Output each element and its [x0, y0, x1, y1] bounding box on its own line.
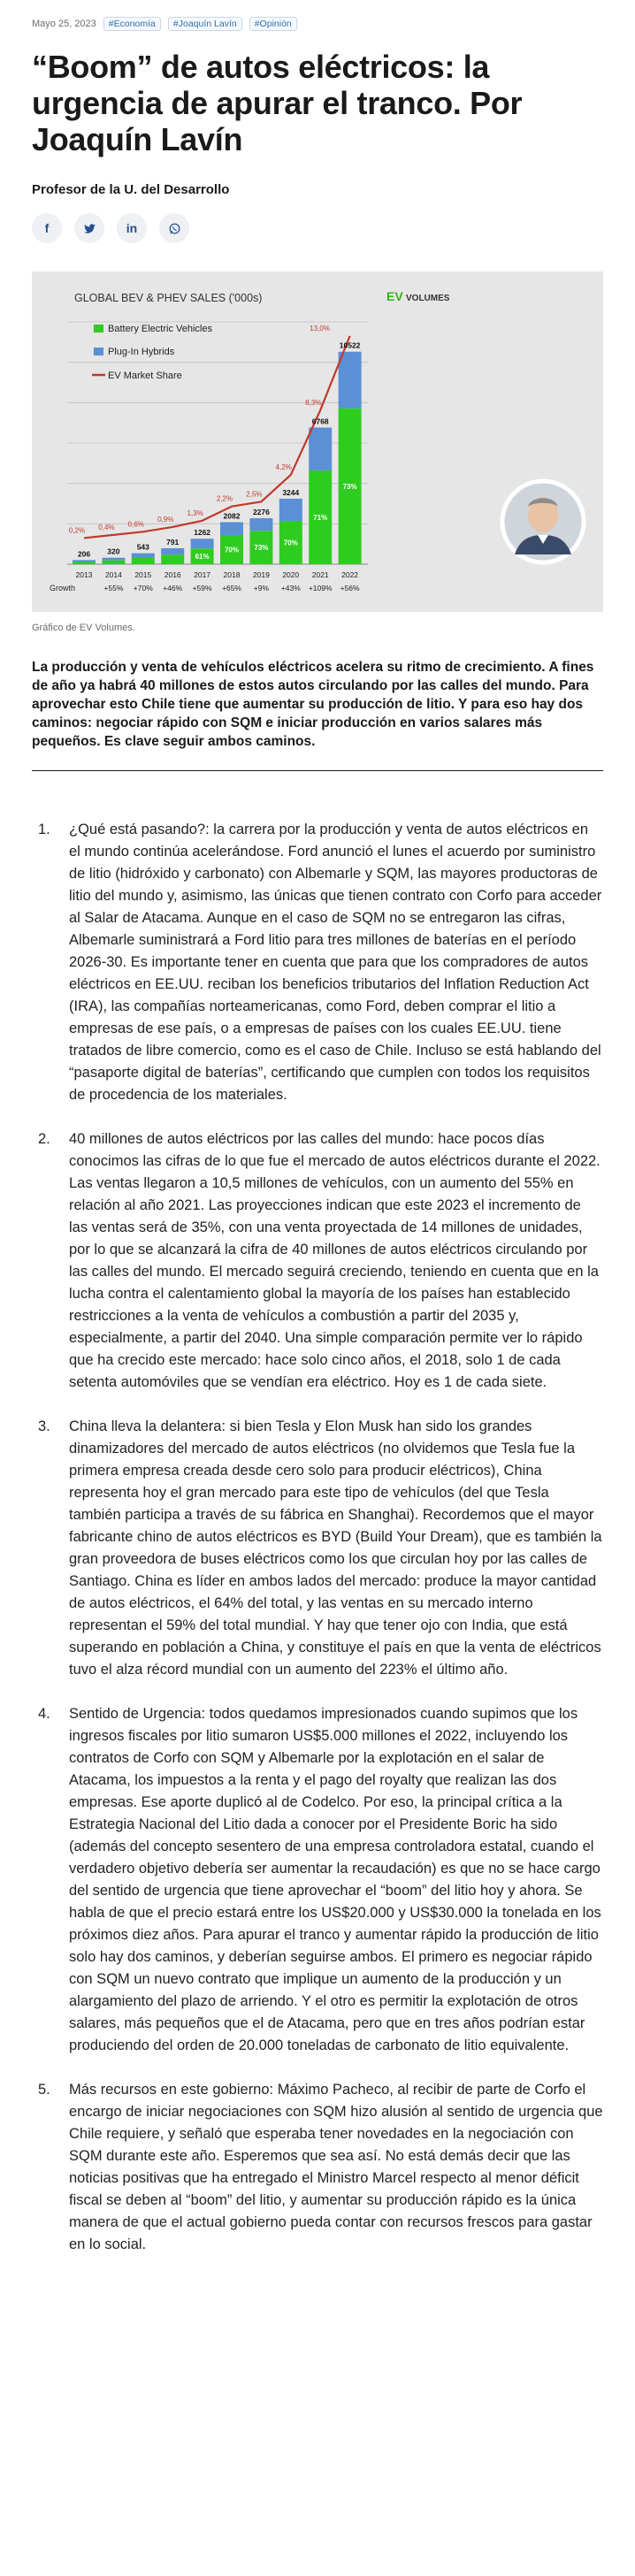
list-item: [32, 819, 603, 1106]
market-share-label: 8,3%: [305, 398, 322, 407]
bar-bev: [132, 557, 155, 564]
x-tick-label: 2018: [223, 570, 241, 579]
x-tick-label: 2019: [252, 570, 270, 579]
growth-label: +109%: [308, 584, 333, 592]
bar-total-label: 1262: [194, 528, 211, 538]
market-share-label: 0,2%: [68, 526, 86, 535]
figure-caption: Gráfico de EV Volumes.: [32, 623, 135, 633]
market-share-label: 0,9%: [157, 515, 174, 524]
chart-title: GLOBAL BEV & PHEV SALES ('000s): [74, 292, 263, 304]
x-tick-label: 2013: [75, 570, 93, 579]
market-share-label: 4,2%: [275, 463, 292, 471]
publish-date: Mayo 25, 2023: [32, 19, 96, 29]
list-item: [32, 2079, 603, 2256]
article-title: “Boom” de autos eléctricos: la urgencia de apurar el tranco. Por Joaquín Lavín: [32, 49, 523, 157]
article-lead: La producción y venta de vehículos eléctricos acelera su ritmo de crecimiento. A fines de año ya habrá 40 millones de estos autos circulando por las calles del mundo. Para aprovechar esto Chile tiene que aumentar su producción de litio. Y para eso hay dos caminos: negociar rápido con SQM e iniciar producción en varios salares más pequeños. Es clave seguir ambos caminos.: [32, 660, 594, 749]
growth-label: +56%: [340, 584, 360, 592]
list-item: [32, 1128, 603, 1394]
legend-label-phev: Plug-In Hybrids: [108, 347, 175, 357]
tag-joaquin-lavin[interactable]: #Joaquín Lavín: [168, 17, 242, 31]
list-item: [32, 1416, 603, 1681]
whatsapp-share-button[interactable]: [159, 213, 189, 243]
bar-bev: [161, 554, 184, 564]
bar-bev: [73, 562, 96, 564]
bar-phev: [161, 548, 184, 554]
bev-share-label: 73%: [342, 482, 357, 491]
growth-row-label: Growth: [50, 584, 76, 592]
article-body: [32, 819, 603, 2256]
share-bar: [32, 213, 603, 243]
market-share-label: 13,0%: [310, 324, 330, 333]
item-text: 40 millones de autos eléctricos por las calles del mundo: hace pocos días conocimos las cifras de lo que fue el mercado de autos eléctricos durante el 2022. Las ventas llegaron a 10,5 millones de vehículos, con un aumento del 55% en relación al año 2021. Las proyecciones indican que este 2023 el incremento de las ventas será de 35%, con una venta proyectada de 14 millones de unidades, por lo que se alcanzará la cifra de 40 millones de autos eléctricos circulando por las calles del mundo. El mercado seguirá creciendo, teniendo en cuenta que en la lucha contra el calentamiento global la mayoría de los países han establecido restricciones a la venta de vehículos a combustión a partir del 2035 y, especialmente, a partir del 2040. Una simple comparación permite ver lo rápido que ha crecido este mercado: hace solo cinco años, el 2018, solo 1 de cada setenta automóviles que se vendían era eléctrico. Hoy es 1 de cada siete.: [69, 1131, 601, 1390]
item-number: 3.: [38, 1418, 50, 1434]
whatsapp-icon: [168, 222, 181, 235]
author-photo: [502, 481, 584, 562]
item-text: Sentido de Urgencia: todos quedamos impresionados cuando supimos que los ingresos fiscales por litio sumaron US$5.000 millones el 2022, incluyendo los contratos de Corfo con SQM y Albemarle por la explotación en el salar de Atacama, los impuestos a la renta y el pago del royalty que realizan las dos empresas. Ese aporte duplicó al de Codelco. Por eso, la principal crítica a la Estrategia Nacional del Litio dada a conocer por el Presidente Boric ha sido (además del concepto sesentero de una empresa controladora estatal, cuando el verdadero objetivo debería ser aumentar la recaudación) es que no se hace cargo del sentido de urgencia que tiene aprovechar el “boom” del litio hoy y ahora. Se habla de que el precio estará entre los US$20.000 y US$30.000 la tonelada en los próximos diez años. Para apurar el tranco y aumentar rápido la producción de litio solo hay dos caminos, y deberían seguirse ambos. El primero es negociar rápido con SQM un nuevo contrato que implique un aumento de la producción y un alargamiento del plazo de arriendo. Y el otro es permitir la explotación de otros salares, más pequeños que el de Atacama, pero que en tres años podrían estar produciendo del orden de 20.000 toneladas de carbonato de litio equivalente.: [69, 1706, 601, 2053]
bar-phev: [102, 558, 125, 561]
twitter-icon: [83, 222, 96, 235]
growth-label: +43%: [280, 584, 301, 592]
market-share-label: 2,5%: [246, 490, 263, 499]
bar-total-label: 2276: [252, 508, 270, 517]
bev-share-label: 61%: [195, 553, 210, 562]
bar-total-label: 791: [166, 537, 180, 547]
x-tick-label: 2022: [341, 570, 359, 579]
lead-divider: [32, 770, 603, 771]
tag-economia[interactable]: #Economía: [103, 17, 161, 31]
bar-total-label: 206: [77, 549, 91, 559]
bar-phev: [249, 518, 272, 531]
bar-total-label: 2082: [223, 511, 241, 521]
x-tick-label: 2020: [282, 570, 300, 579]
bev-share-label: 73%: [254, 544, 269, 553]
item-number: 4.: [38, 1706, 50, 1722]
list-item: [32, 1703, 603, 2057]
linkedin-share-button[interactable]: [117, 213, 147, 243]
growth-label: +46%: [163, 584, 183, 592]
bar-phev: [309, 427, 332, 470]
growth-label: +59%: [192, 584, 212, 592]
bar-phev: [279, 499, 302, 521]
growth-label: +55%: [103, 584, 124, 592]
item-number: 5.: [38, 2082, 50, 2098]
legend-swatch-phev: [94, 348, 103, 355]
legend-label-bev: Battery Electric Vehicles: [108, 324, 212, 334]
legend-label-share: EV Market Share: [108, 371, 182, 381]
item-text: Más recursos en este gobierno: Máximo Pacheco, al recibir de parte de Corfo el encargo de iniciar negociaciones con SQM hizo alusión al sentido de urgencia que Chile requiere, y señaló que esperaba tener novedades en la negociación con SQM durante este año. Esperemos que sea así. No está demás decir que las noticias positivas que ha entregado el Ministro Marcel respecto al menor déficit fiscal se deben al “boom” del litio, y aumentar su producción rápido es la única manera de que el actual gobierno pueda contar con recursos frescos para gastar en lo social.: [69, 2082, 603, 2252]
facebook-share-button[interactable]: [32, 213, 62, 243]
item-text: China lleva la delantera: si bien Tesla y Elon Musk han sido los grandes dinamizadores del mercado de autos eléctricos (no olvidemos que Tesla fue la primera empresa creada desde cero solo para producir eléctricos), China representa hoy el gran mercado para este tipo de vehículos (del que Tesla también participa a través de su fábrica en Shanghai). Recordemos que el mayor fabricante chino de autos eléctricos es BYD (Build Your Dream), que es también la gran proveedora de buses eléctricos como los que circulan hoy por las calles de Santiago. China es líder en ambos lados del mercado: produce la mayor cantidad de autos eléctricos, el 64% del total, y las ventas en su mercado interno representan el 59% del total mundial. Y hay que tener ojo con India, que está superando en población a China, y constituye el país en que la venta de eléctricos tuvo el alza récord mundial con un aumento del 223% el último año.: [69, 1418, 602, 1678]
bar-total-label: 6768: [311, 417, 329, 426]
bar-phev: [73, 560, 96, 562]
twitter-share-button[interactable]: [74, 213, 104, 243]
x-tick-label: 2014: [104, 570, 122, 579]
bar-total-label: 3244: [282, 487, 300, 497]
growth-label: +70%: [133, 584, 153, 592]
article-figure: [32, 271, 603, 612]
bar-total-label: 543: [136, 542, 149, 552]
logo-ev: EV: [386, 289, 403, 303]
bar-phev: [220, 522, 243, 534]
x-tick-label: 2017: [194, 570, 211, 579]
facebook-icon: f: [44, 221, 50, 235]
x-tick-label: 2016: [164, 570, 181, 579]
tag-opinion[interactable]: #Opinión: [249, 17, 297, 31]
x-tick-label: 2015: [134, 570, 152, 579]
logo-volumes: VOLUMES: [406, 294, 450, 303]
growth-label: +65%: [222, 584, 241, 592]
market-share-label: 2,2%: [216, 494, 233, 503]
growth-label: +9%: [253, 584, 270, 592]
bar-total-label: 320: [107, 547, 120, 556]
legend-swatch-bev: [94, 325, 103, 333]
market-share-label: 0,4%: [98, 523, 115, 531]
item-number: 1.: [38, 822, 50, 837]
bar-phev: [132, 554, 155, 558]
bar-bev: [102, 561, 125, 564]
ev-sales-chart: [32, 271, 603, 612]
bev-share-label: 71%: [313, 513, 328, 522]
bar-phev: [339, 352, 362, 409]
item-text: ¿Qué está pasando?: la carrera por la producción y venta de autos eléctricos en el mundo continúa acelerándose. Ford anunció el lunes el acuerdo por suministro de litio (hidróxido y carbonato) con Albemarle y SQM, las mayores productoras de litio del mundo y, asimismo, las únicas que tienen contrato con Corfo para acceder al Salar de Atacama. Aunque en el caso de SQM no se entregaron las cifras, Albemarle suministrará a Ford litio para tres millones de baterías en el período 2026-30. Es importante tener en cuenta que para que los compradores de autos eléctricos en EE.UU. reciban los beneficios tributarios del Inflation Reduction Act (IRA), las compañías norteamericanas, como Ford, deben comprar el litio a empresas de ese país, o a empresas de países con los cuales EE.UU. tiene tratados de libre comercio, como es el caso de Chile. Incluso se está hablando del “pasaporte digital de baterías”, certificando que cumplen con todos los requisitos de procedencia de los materiales.: [69, 822, 602, 1103]
x-tick-label: 2021: [311, 570, 329, 579]
linkedin-icon: in: [126, 221, 138, 235]
bev-share-label: 70%: [283, 539, 298, 547]
bar-phev: [191, 539, 214, 548]
market-share-label: 0,6%: [127, 520, 144, 529]
article-meta: [32, 0, 603, 31]
bev-share-label: 70%: [224, 546, 240, 554]
bar-total-label: 10522: [339, 340, 361, 350]
item-number: 2.: [38, 1131, 50, 1147]
market-share-label: 1,3%: [187, 508, 203, 517]
author-line: Profesor de la U. del Desarrollo: [32, 182, 230, 197]
